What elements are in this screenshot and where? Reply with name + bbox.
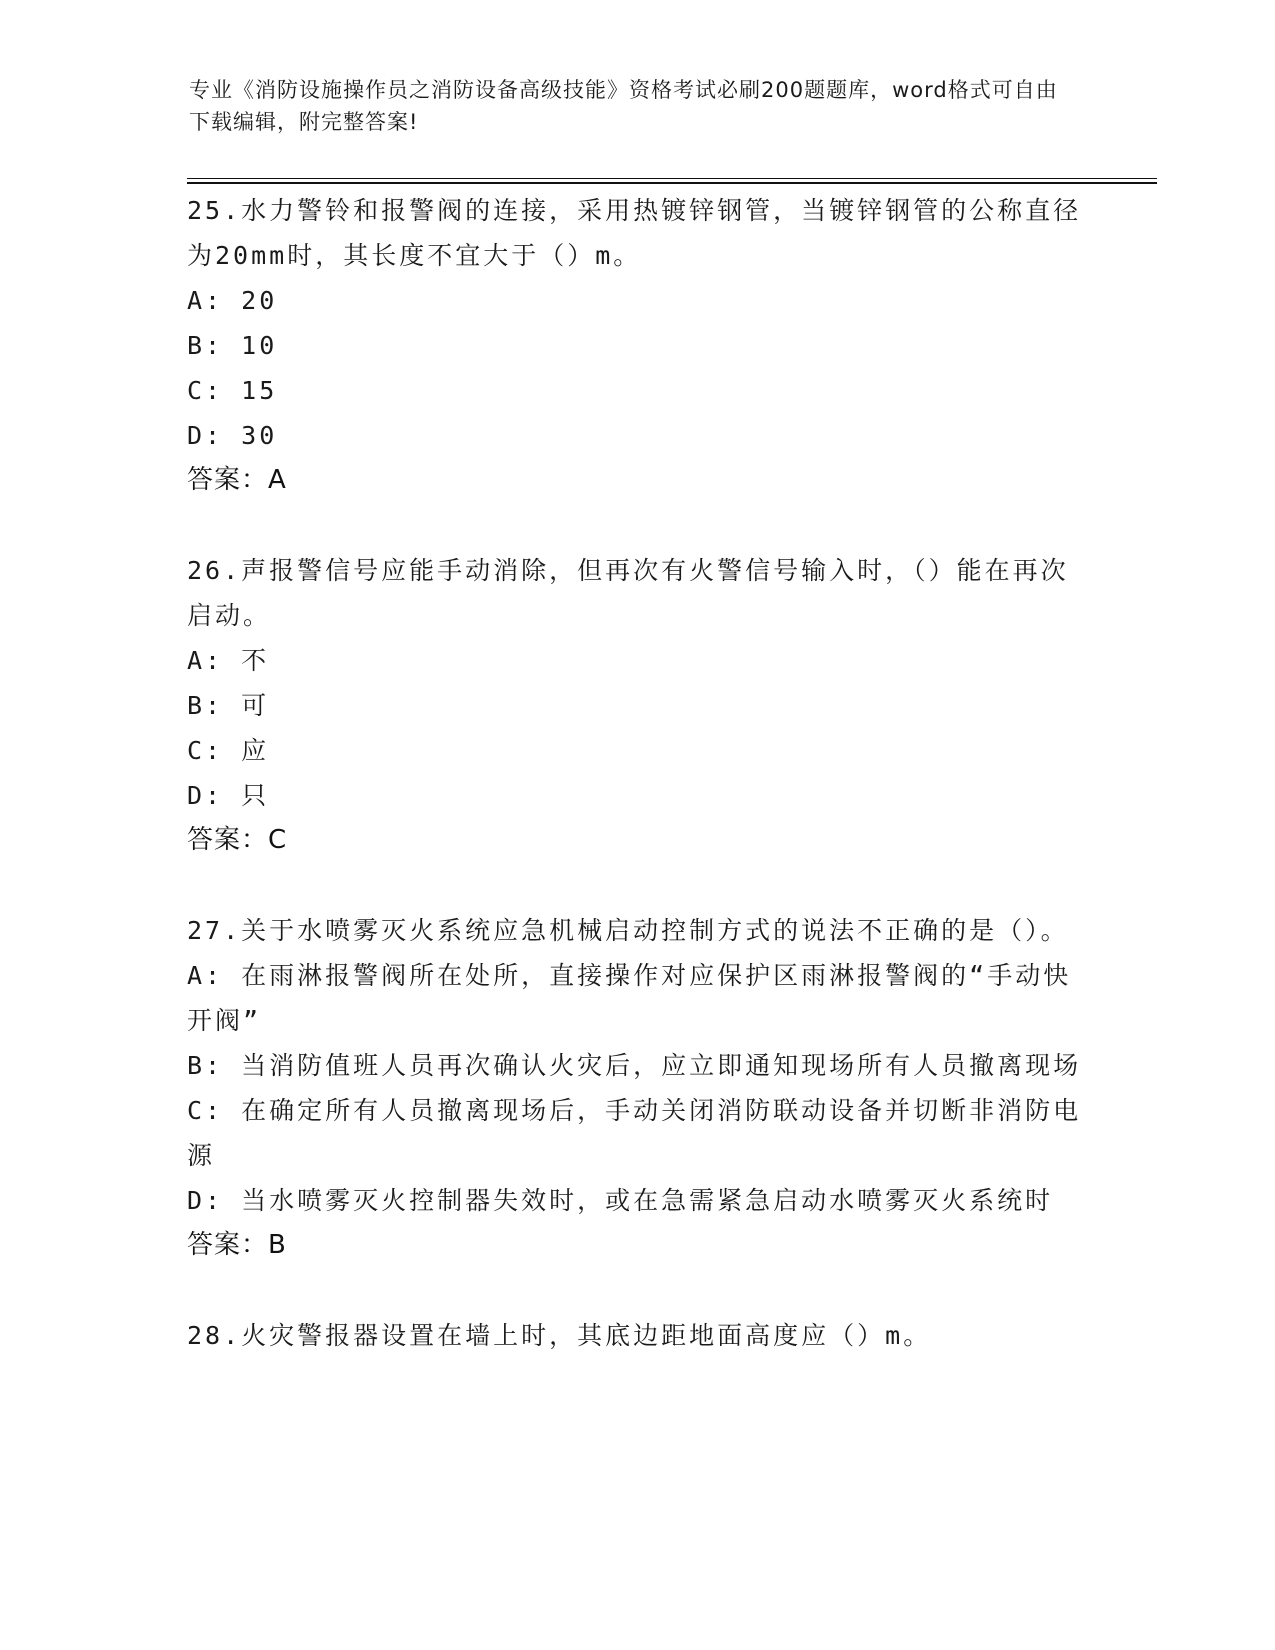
option-b: B: 10 — [187, 331, 278, 360]
option-b: B: 当消防值班人员再次确认火灾后，应立即通知现场所有人员撤离现场 — [187, 1051, 1082, 1080]
question-27 — [187, 908, 1087, 1267]
question-list — [187, 188, 1087, 1358]
document-header: 专业《消防设施操作员之消防设备高级技能》资格考试必刷200题题库，word格式可自由下载编辑，附完整答案! — [189, 78, 1058, 134]
question-spacer — [187, 862, 1087, 908]
option-c: C: 15 — [187, 376, 278, 405]
option-a: A: 不 — [187, 646, 270, 675]
answer-label: 答案：B — [187, 1230, 287, 1260]
question-stem: 25.水力警铃和报警阀的连接，采用热镀锌钢管，当镀锌钢管的公称直径为20mm时，其长度不宜大于（）m。 — [187, 196, 1082, 270]
question-spacer — [187, 502, 1087, 548]
answer-label: 答案：C — [187, 825, 288, 855]
header-divider-thin — [187, 178, 1157, 179]
option-d: D: 30 — [187, 421, 278, 450]
option-d: D: 只 — [187, 781, 270, 810]
question-26 — [187, 548, 1087, 862]
answer-label: 答案：A — [187, 465, 287, 495]
question-28 — [187, 1313, 1087, 1358]
question-spacer — [187, 1267, 1087, 1313]
option-d: D: 当水喷雾灭火控制器失效时，或在急需紧急启动水喷雾灭火系统时 — [187, 1186, 1054, 1215]
option-c: C: 应 — [187, 736, 270, 765]
question-stem: 27.关于水喷雾灭火系统应急机械启动控制方式的说法不正确的是（）。 — [187, 916, 1069, 945]
question-stem: 28.火灾警报器设置在墙上时，其底边距地面高度应（）m。 — [187, 1321, 932, 1350]
question-stem: 26.声报警信号应能手动消除，但再次有火警信号输入时，（）能在再次启动。 — [187, 556, 1069, 630]
option-c: C: 在确定所有人员撤离现场后，手动关闭消防联动设备并切断非消防电源 — [187, 1096, 1082, 1170]
header-divider-thick — [187, 182, 1157, 184]
question-25 — [187, 188, 1087, 502]
option-b: B: 可 — [187, 691, 270, 720]
option-a: A: 20 — [187, 286, 278, 315]
option-a: A: 在雨淋报警阀所在处所，直接操作对应保护区雨淋报警阀的“手动快开阀” — [187, 961, 1072, 1035]
